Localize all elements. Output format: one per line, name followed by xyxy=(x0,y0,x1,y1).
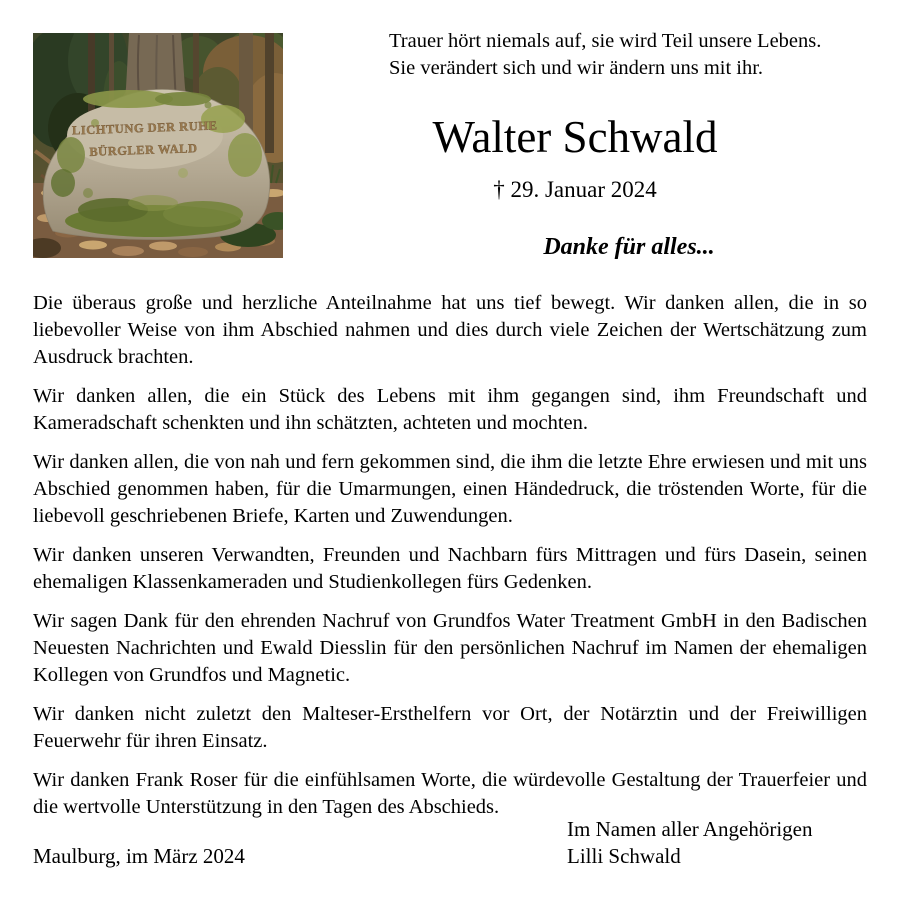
signature-line-2: Lilli Schwald xyxy=(567,844,681,868)
stone-inscription-line2: BÜRGLER WALD xyxy=(89,141,198,159)
quote-line-1: Trauer hört niemals auf, sie wird Teil unsere Lebens. xyxy=(389,30,822,52)
memorial-stone-photo xyxy=(33,33,283,258)
paragraph-5: Wir sagen Dank für den ehrenden Nachruf von Grundfos Water Treatment GmbH in den Badischen Neuesten Nachrichten und Ewald Diesslin für den persönlichen Nachruf im Namen der ehemaligen Kollegen von Grundfos und Magnetic. xyxy=(33,610,867,686)
paragraph-6: Wir danken nicht zuletzt den Malteser-Ersthelfern vor Ort, der Notärztin und der Freiwilligen Feuerwehr für ihren Einsatz. xyxy=(33,703,867,752)
paragraph-2: Wir danken allen, die ein Stück des Lebens mit ihm gegangen sind, ihm Freundschaft und Kameradschaft schenkten und ihn schätzten, achteten und mochten. xyxy=(33,385,867,434)
deceased-name: Walter Schwald xyxy=(432,112,718,162)
stone-inscription-line1: LICHTUNG DER RUHE xyxy=(71,118,218,138)
opening-quote xyxy=(389,28,821,82)
thanks-paragraphs xyxy=(33,290,867,833)
signature-block xyxy=(567,816,813,870)
thanks-title: Danke für alles... xyxy=(543,234,715,260)
paragraph-1: Die überaus große und herzliche Anteilnahme hat uns tief bewegt. Wir danken allen, die in so liebevoller Weise von ihm Abschied nahmen und dies durch viele Zeichen der Wertschätzung zum Ausdruck brachten. xyxy=(33,292,867,368)
forest-stone-illustration xyxy=(33,33,283,258)
signature-line-1: Im Namen aller Angehörigen xyxy=(567,817,813,841)
paragraph-3: Wir danken allen, die von nah und fern gekommen sind, die ihm die letzte Ehre erwiesen und mit uns Abschied genommen haben, für die Umarmungen, einen Händedruck, die tröstenden Worte, für die liebevoll geschriebenen Briefe, Karten und Zuwendungen. xyxy=(33,451,867,527)
paragraph-4: Wir danken unseren Verwandten, Freunden und Nachbarn fürs Mittragen und fürs Dasein, seinen ehemaligen Klassenkameraden und Studienkollegen fürs Gedenken. xyxy=(33,544,867,593)
quote-line-2: Sie verändert sich und wir ändern uns mit ihr. xyxy=(389,57,764,79)
death-date: † 29. Januar 2024 xyxy=(493,177,657,202)
paragraph-7: Wir danken Frank Roser für die einfühlsamen Worte, die würdevolle Gestaltung der Trauerfeier und die wertvolle Unterstützung in den Tagen des Abschieds. xyxy=(33,769,867,818)
place-date: Maulburg, im März 2024 xyxy=(33,844,245,868)
